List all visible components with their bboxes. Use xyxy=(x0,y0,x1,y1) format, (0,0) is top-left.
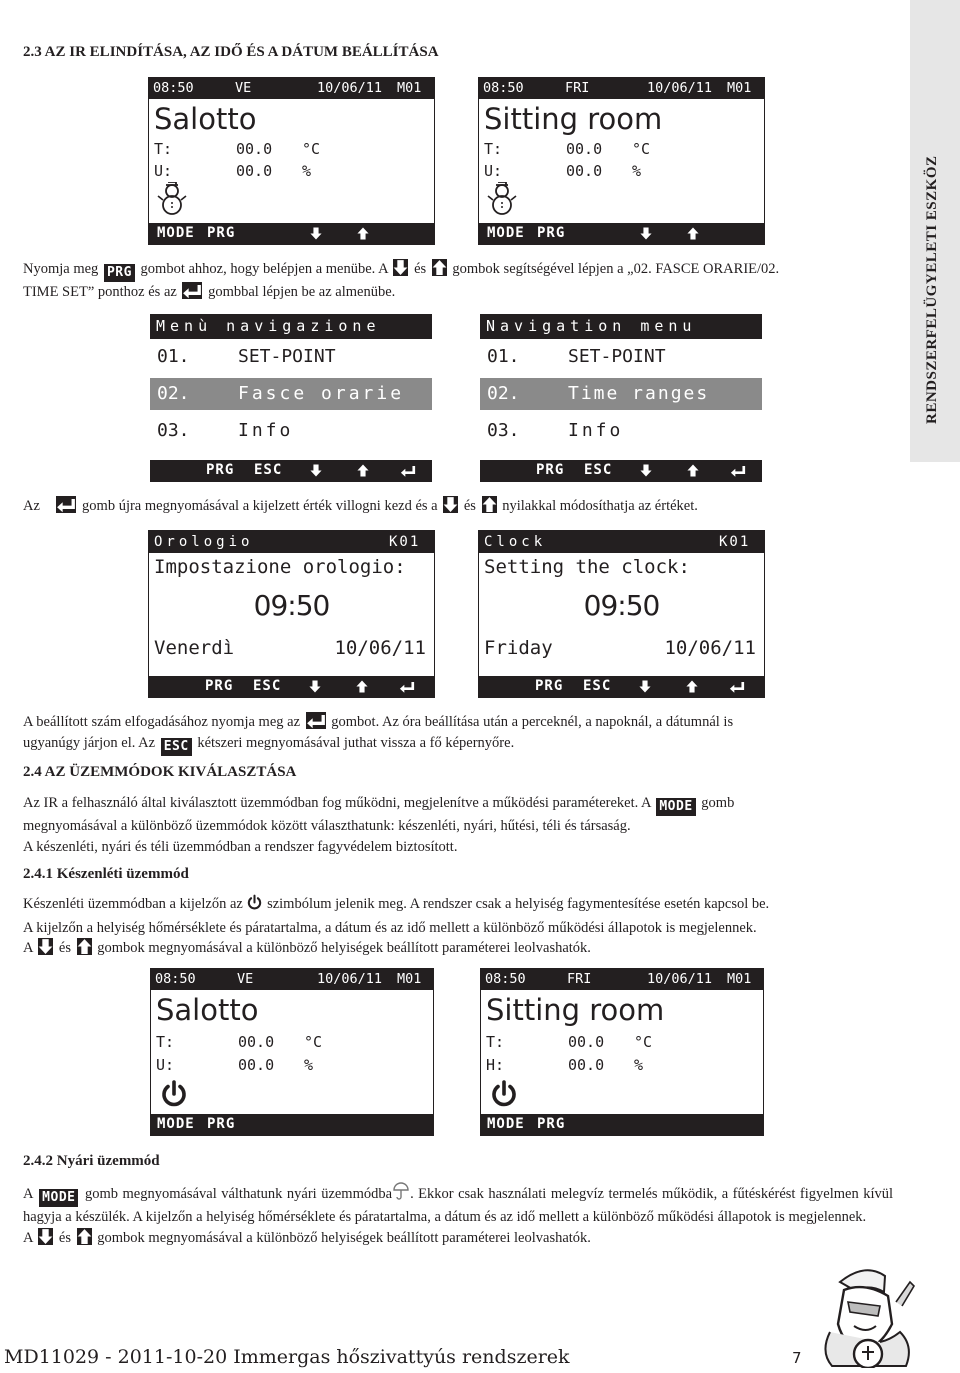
thermostat-screen-it xyxy=(148,77,435,245)
arrow-up-icon[interactable] xyxy=(687,226,699,241)
time: 08:50 xyxy=(485,971,526,987)
menu-header: Navigation menu xyxy=(480,314,762,339)
clock-header: Clock K01 xyxy=(479,531,764,553)
temperature-row: T: 00.0 °C xyxy=(486,1033,653,1051)
enter-icon xyxy=(56,496,76,513)
enter-icon xyxy=(306,712,326,729)
room-name: Sitting room xyxy=(486,993,665,1027)
esc-key[interactable]: ESC xyxy=(253,678,282,694)
power-icon xyxy=(159,1079,189,1114)
page-number: 7 xyxy=(792,1349,802,1367)
menu-item-time-ranges[interactable]: 02. Fasce orarie xyxy=(150,378,432,410)
prg-button-label: PRG xyxy=(104,264,135,282)
menu-item-setpoint[interactable]: 01. SET-POINT xyxy=(157,346,336,367)
standby-paragraph: Készenléti üzemmódban a kijelzőn az szimbólum jelenik meg. A rendszer csak a helyiség fagymentesítése esetén kapcsol be. A kijelzőn a helyiség hőmérséklete és páratartalma, a dátum és az idő mellett a különböző működési állapotok is megjelennek. A és gombok megnyomásával a különböző helyiségek beállított paraméterei leolvashatók. xyxy=(23,896,770,956)
status-bar xyxy=(481,969,763,990)
arrow-down-icon xyxy=(393,259,408,276)
side-tab xyxy=(910,0,960,462)
esc-key[interactable]: ESC xyxy=(584,462,613,478)
room-name: Sitting room xyxy=(484,102,663,136)
time: 08:50 xyxy=(483,80,524,96)
enter-icon[interactable] xyxy=(400,464,416,477)
menu-item-setpoint[interactable]: 01. SET-POINT xyxy=(487,346,666,367)
menu-item-time-ranges[interactable]: 02. Time ranges xyxy=(480,378,762,410)
arrow-down-icon xyxy=(38,938,53,955)
clock-subtitle: Setting the clock: xyxy=(484,556,690,578)
instruction-paragraph-2: Az gomb újra megnyomásával a kijelzett érték villogni kezd és a és nyilakkal módosíthatja az értéket. xyxy=(23,498,698,514)
clock-day: Friday xyxy=(484,637,553,659)
power-icon xyxy=(246,894,263,918)
clock-time-value[interactable]: 09:50 xyxy=(253,589,330,622)
humidity-row: U: 00.0 % xyxy=(484,162,642,180)
esc-button-label: ESC xyxy=(161,738,192,756)
section-title-2-4: 2.4 AZ ÜZEMMÓDOK KIVÁLASZTÁSA xyxy=(23,764,297,780)
humidity-row: U: 00.0 % xyxy=(156,1056,314,1074)
soft-keys-bar xyxy=(479,676,764,697)
day: VE xyxy=(235,80,252,96)
arrow-up-icon[interactable] xyxy=(686,679,698,694)
soft-keys-bar xyxy=(480,460,762,482)
clock-screen-en xyxy=(478,530,765,698)
status-bar xyxy=(479,78,764,99)
arrow-down-icon[interactable] xyxy=(310,463,322,478)
menu-header: Menù navigazione xyxy=(150,314,432,339)
mode-key[interactable]: MODE xyxy=(487,225,525,241)
snowman-icon xyxy=(157,182,187,221)
enter-icon xyxy=(182,282,202,299)
code: M01 xyxy=(397,971,422,987)
clock-header: Orologio K01 xyxy=(149,531,434,553)
mode-paragraph: Az IR a felhasználó által kiválasztott üzemmódban fog működni, megjelenítve a működési paramétereket. A MODE gomb megnyomásával a különböző üzemmódok között választhatunk: készenléti, nyári, hűtési, téli és társaság. A készenléti, nyári és téli üzemmódban a rendszer fagyvédelem biztosított. xyxy=(23,795,735,855)
arrow-down-icon xyxy=(38,1228,53,1245)
arrow-up-icon[interactable] xyxy=(356,679,368,694)
clock-screen-it xyxy=(148,530,435,698)
arrow-up-icon xyxy=(482,496,497,513)
temperature-row: T: 00.0 °C xyxy=(156,1033,323,1051)
esc-key[interactable]: ESC xyxy=(254,462,283,478)
date: 10/06/11 xyxy=(647,971,713,987)
prg-key[interactable]: PRG xyxy=(537,1116,566,1132)
room-name: Salotto xyxy=(154,102,257,136)
section-title-2-3: 2.3 AZ IR ELINDÍTÁSA, AZ IDŐ ÉS A DÁTUM BEÁLLÍTÁSA xyxy=(23,44,439,60)
instruction-paragraph-1: Nyomja meg PRG gombot ahhoz, hogy belépjen a menübe. A és gombok segítségével lépjen a „02. FASCE ORARIE/02. TIME SET” ponthoz és az gombbal lépjen be az almenübe. xyxy=(23,261,780,300)
arrow-up-icon[interactable] xyxy=(357,226,369,241)
arrow-down-icon[interactable] xyxy=(640,226,652,241)
arrow-down-icon[interactable] xyxy=(639,679,651,694)
prg-key[interactable]: PRG xyxy=(535,678,564,694)
mode-key[interactable]: MODE xyxy=(487,1116,525,1132)
soft-keys-bar xyxy=(481,1114,763,1135)
soft-keys-bar xyxy=(149,223,434,244)
clock-date: 10/06/11 xyxy=(664,637,756,659)
navigation-menu-en xyxy=(480,314,762,482)
date: 10/06/11 xyxy=(317,80,383,96)
esc-key[interactable]: ESC xyxy=(583,678,612,694)
arrow-up-icon[interactable] xyxy=(357,463,369,478)
code: M01 xyxy=(727,80,752,96)
code: M01 xyxy=(397,80,422,96)
prg-key[interactable]: PRG xyxy=(536,462,565,478)
standby-screen-it xyxy=(150,968,434,1136)
enter-icon[interactable] xyxy=(399,680,415,693)
temperature-row: T: 00.0 °C xyxy=(484,140,651,158)
date: 10/06/11 xyxy=(317,971,383,987)
side-tab-label: RENDSZERFELÜGYELETI ESZKÖZ xyxy=(924,155,940,424)
section-title-2-4-1: 2.4.1 Készenléti üzemmód xyxy=(23,866,189,882)
day: FRI xyxy=(565,80,590,96)
prg-key[interactable]: PRG xyxy=(205,678,234,694)
menu-item-info[interactable]: 03. Info xyxy=(157,420,294,441)
soft-keys-bar xyxy=(150,460,432,482)
prg-key[interactable]: PRG xyxy=(537,225,566,241)
arrow-up-icon xyxy=(77,938,92,955)
arrow-down-icon[interactable] xyxy=(310,226,322,241)
prg-key[interactable]: PRG xyxy=(207,225,236,241)
section-title-2-4-2: 2.4.2 Nyári üzemmód xyxy=(23,1153,160,1169)
gladiator-mascot-icon xyxy=(810,1262,920,1373)
navigation-menu-it xyxy=(150,314,432,482)
summer-paragraph: A MODE gomb megnyomásával válthatunk nyári üzemmódba . Ekkor csak használati melegvíz termelés működik, a fűtéskérést figyelmen kívül hagyja a készülék. A kijelzőn a helyiség hőmérséklete és páratartalma, a dátum és az idő mellett a különböző működési állapotok is megjelennek. A és gombok megnyomásával a különböző helyiségek beállított paraméterei leolvashatók. xyxy=(23,1182,893,1248)
clock-day: Venerdì xyxy=(154,637,235,659)
mode-button-label: MODE xyxy=(39,1189,78,1207)
day: VE xyxy=(237,971,254,987)
arrow-up-icon xyxy=(432,259,447,276)
temperature-row: T: 00.0 °C xyxy=(154,140,321,158)
date: 10/06/11 xyxy=(647,80,713,96)
code: M01 xyxy=(727,971,752,987)
soft-keys-bar xyxy=(479,223,764,244)
clock-subtitle: Impostazione orologio: xyxy=(154,556,406,578)
mode-key[interactable]: MODE xyxy=(157,1116,195,1132)
status-bar xyxy=(149,78,434,99)
arrow-down-icon[interactable] xyxy=(640,463,652,478)
enter-icon[interactable] xyxy=(729,680,745,693)
power-icon xyxy=(489,1079,519,1114)
arrow-up-icon xyxy=(77,1228,92,1245)
prg-key[interactable]: PRG xyxy=(206,462,235,478)
room-name: Salotto xyxy=(156,993,259,1027)
arrow-up-icon[interactable] xyxy=(687,463,699,478)
thermostat-screen-en xyxy=(478,77,765,245)
menu-item-info[interactable]: 03. Info xyxy=(487,420,624,441)
day: FRI xyxy=(567,971,592,987)
umbrella-icon xyxy=(392,1182,410,1207)
standby-screen-en xyxy=(480,968,764,1136)
humidity-row: U: 00.0 % xyxy=(154,162,312,180)
instruction-paragraph-3: A beállított szám elfogadásához nyomja meg az gombot. Az óra beállítása után a perceknél, a napoknál, a dátumnál is ugyanúgy járjon el. Az ESC kétszeri megnyomásával juthat vissza a fő képernyőre. xyxy=(23,714,734,754)
enter-icon[interactable] xyxy=(730,464,746,477)
snowman-icon xyxy=(487,182,517,221)
footer-document-info: MD11029 - 2011-10-20 Immergas hőszivattyús rendszerek xyxy=(4,1346,570,1368)
soft-keys-bar xyxy=(149,676,434,697)
humidity-row: H: 00.0 % xyxy=(486,1056,644,1074)
arrow-down-icon[interactable] xyxy=(309,679,321,694)
mode-key[interactable]: MODE xyxy=(157,225,195,241)
status-bar xyxy=(151,969,433,990)
clock-date: 10/06/11 xyxy=(334,637,426,659)
mode-button-label: MODE xyxy=(656,798,695,816)
clock-time-value[interactable]: 09:50 xyxy=(583,589,660,622)
prg-key[interactable]: PRG xyxy=(207,1116,236,1132)
time: 08:50 xyxy=(155,971,196,987)
time: 08:50 xyxy=(153,80,194,96)
arrow-down-icon xyxy=(443,496,458,513)
soft-keys-bar xyxy=(151,1114,433,1135)
